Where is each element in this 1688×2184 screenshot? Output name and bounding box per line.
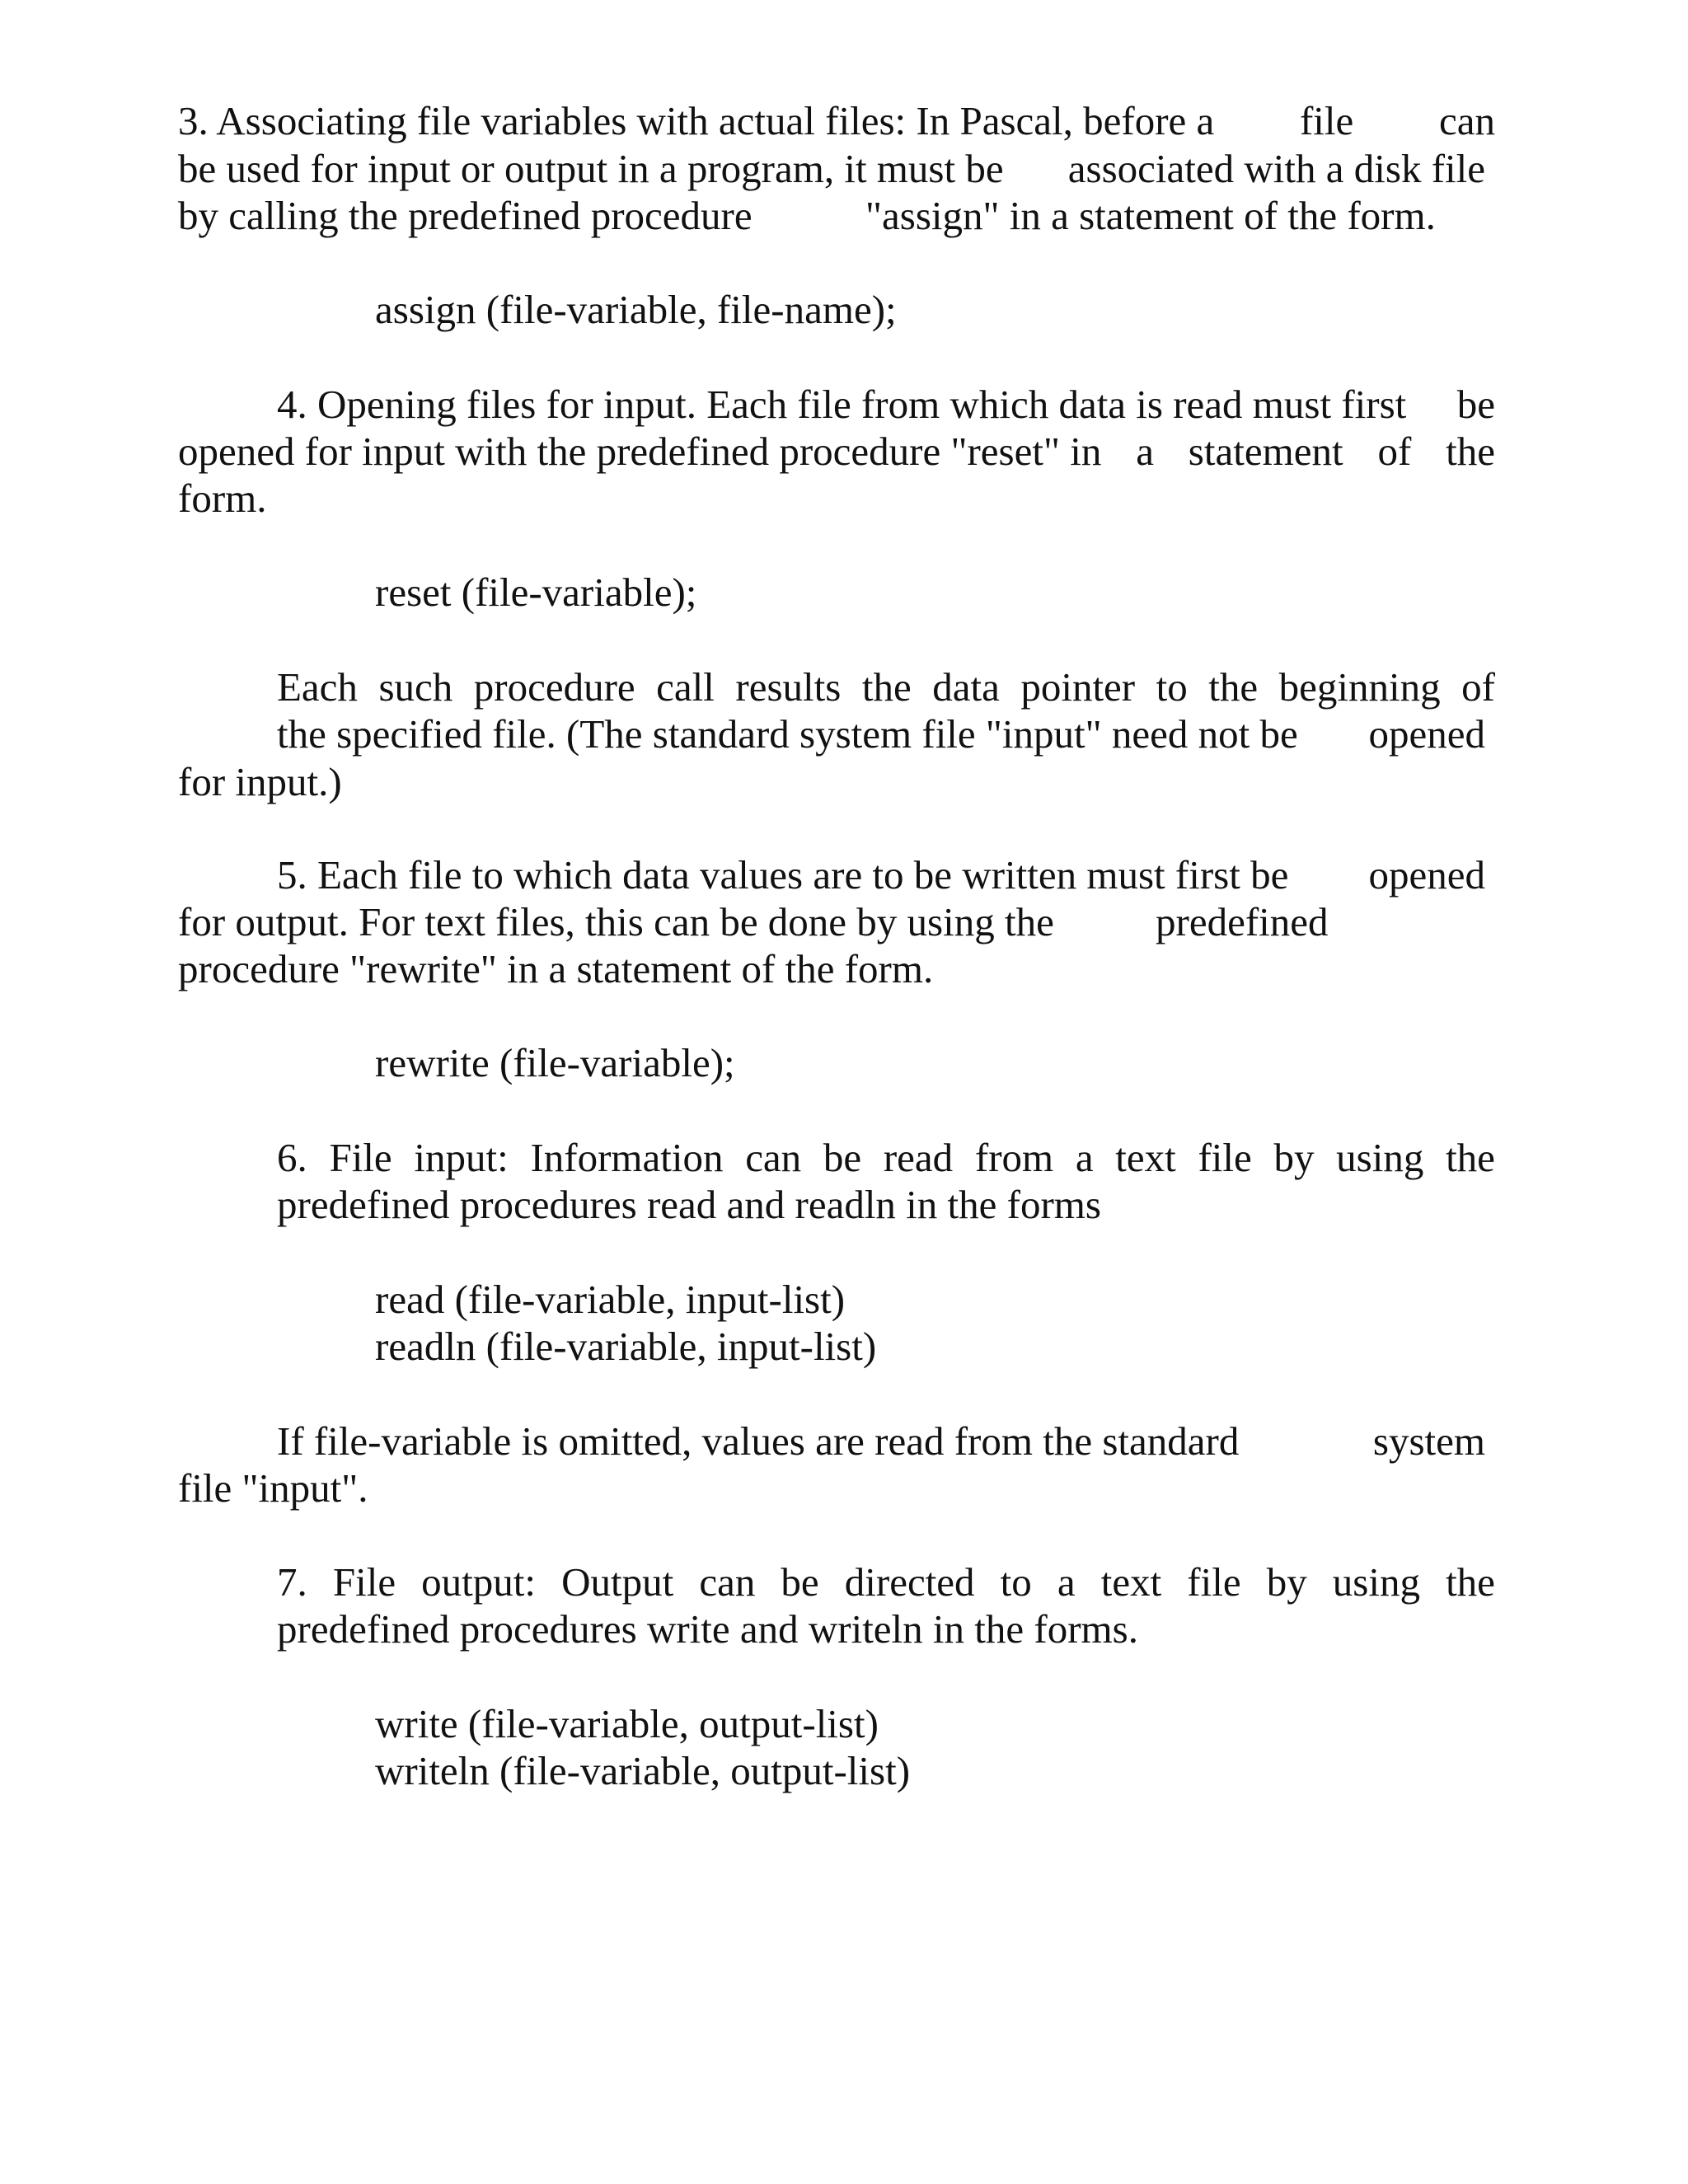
text-segment: 7. bbox=[277, 1559, 307, 1605]
item-6-note-line-1 bbox=[277, 1418, 1485, 1465]
text-segment: text bbox=[1115, 1135, 1176, 1180]
item-4-note-line-3: for input.) bbox=[178, 759, 342, 804]
text-segment: of bbox=[1461, 664, 1495, 710]
text-segment: call bbox=[656, 664, 715, 710]
text-segment: to bbox=[1000, 1559, 1032, 1605]
item-5-line-2b: predefined bbox=[1156, 899, 1329, 944]
text-segment: can bbox=[699, 1559, 756, 1605]
text-segment: procedure bbox=[473, 664, 635, 710]
text-segment: by bbox=[1266, 1559, 1307, 1605]
text-segment: statement bbox=[1188, 429, 1343, 474]
text-segment: If file-variable is omitted, values are read from the standard bbox=[277, 1418, 1240, 1464]
text-segment: by bbox=[1273, 1135, 1315, 1180]
item-6-line-1 bbox=[277, 1134, 1495, 1181]
text-segment: using bbox=[1332, 1559, 1420, 1605]
text-segment: File bbox=[329, 1135, 392, 1180]
item-4-note-line-2 bbox=[277, 710, 1485, 757]
text-segment: 3. Associating file variables with actual files: In Pascal, before a bbox=[178, 98, 1215, 143]
text-segment: opened bbox=[1368, 711, 1485, 757]
text-segment: the bbox=[1446, 1559, 1495, 1605]
text-segment: file bbox=[1299, 98, 1354, 143]
item-3-line-3b: "assign" in a statement of the form. bbox=[865, 193, 1436, 238]
text-segment: a bbox=[1136, 429, 1154, 474]
code-readln: readln (file-variable, input-list) bbox=[375, 1324, 877, 1369]
text-segment: text bbox=[1100, 1559, 1162, 1605]
item-5-line-1 bbox=[277, 851, 1485, 898]
code-reset: reset (file-variable); bbox=[375, 569, 697, 615]
text-segment: output: bbox=[421, 1559, 537, 1605]
text-segment: be bbox=[1456, 382, 1495, 427]
text-segment: Information bbox=[530, 1135, 724, 1180]
code-assign: assign (file-variable, file-name); bbox=[375, 287, 897, 332]
item-3-line-2 bbox=[178, 145, 1485, 192]
text-segment: such bbox=[378, 664, 453, 710]
text-segment: input: bbox=[414, 1135, 509, 1180]
text-segment: a bbox=[1075, 1135, 1094, 1180]
text-segment: opened for input with the predefined procedure "reset" in bbox=[178, 429, 1102, 474]
text-segment: system bbox=[1372, 1418, 1485, 1464]
text-segment: be bbox=[823, 1135, 862, 1180]
item-3-line-3a: by calling the predefined procedure bbox=[178, 193, 753, 238]
text-segment: the bbox=[1208, 664, 1259, 710]
code-write: write (file-variable, output-list) bbox=[375, 1701, 879, 1746]
text-segment: the bbox=[1446, 1135, 1495, 1180]
text-segment: results bbox=[735, 664, 842, 710]
text-segment: associated with a disk file bbox=[1067, 146, 1485, 191]
code-writeln: writeln (file-variable, output-list) bbox=[375, 1748, 911, 1793]
text-segment: directed bbox=[844, 1559, 975, 1605]
text-segment: beginning bbox=[1278, 664, 1441, 710]
item-5-line-3: procedure "rewrite" in a statement of the form. bbox=[178, 946, 934, 991]
text-segment: be bbox=[781, 1559, 819, 1605]
text-segment: the bbox=[861, 664, 912, 710]
item-4-line-2 bbox=[178, 428, 1495, 475]
item-5-line-2a: for output. For text files, this can be done by using the bbox=[178, 899, 1054, 944]
text-segment: the specified file. (The standard system file "input" need not be bbox=[277, 711, 1298, 757]
item-4-line-1 bbox=[277, 381, 1495, 428]
item-4-note-line-1 bbox=[277, 663, 1495, 710]
item-7-line-2: predefined procedures write and writeln in the forms. bbox=[277, 1606, 1138, 1652]
text-segment: can bbox=[1439, 98, 1495, 143]
item-7-line-1 bbox=[277, 1558, 1495, 1605]
text-segment: file bbox=[1198, 1135, 1252, 1180]
text-segment: file bbox=[1187, 1559, 1241, 1605]
text-segment: opened bbox=[1368, 852, 1485, 898]
text-segment: from bbox=[974, 1135, 1054, 1180]
text-segment: a bbox=[1057, 1559, 1076, 1605]
text-segment: using bbox=[1336, 1135, 1424, 1180]
text-segment: to bbox=[1156, 664, 1188, 710]
text-segment: 5. Each file to which data values are to be written must first be bbox=[277, 852, 1289, 898]
text-segment: Each bbox=[277, 664, 358, 710]
item-3-line-1 bbox=[178, 97, 1495, 144]
text-segment: 4. Opening files for input. Each file from which data is read must first bbox=[277, 382, 1407, 427]
text-segment: of bbox=[1377, 429, 1412, 474]
item-6-note-line-2: file "input". bbox=[178, 1465, 368, 1511]
item-6-line-2: predefined procedures read and readln in the forms bbox=[277, 1182, 1101, 1227]
text-segment: Output bbox=[561, 1559, 674, 1605]
code-read: read (file-variable, input-list) bbox=[375, 1277, 846, 1322]
text-segment: pointer bbox=[1020, 664, 1136, 710]
code-rewrite: rewrite (file-variable); bbox=[375, 1040, 735, 1085]
text-segment: the bbox=[1446, 429, 1495, 474]
text-segment: 6. bbox=[277, 1135, 307, 1180]
text-segment: be used for input or output in a program, it must be bbox=[178, 146, 1004, 191]
text-segment: File bbox=[332, 1559, 396, 1605]
text-segment: can bbox=[745, 1135, 802, 1180]
text-segment: data bbox=[932, 664, 1000, 710]
text-segment: read bbox=[883, 1135, 954, 1180]
item-4-line-3: form. bbox=[178, 476, 267, 521]
